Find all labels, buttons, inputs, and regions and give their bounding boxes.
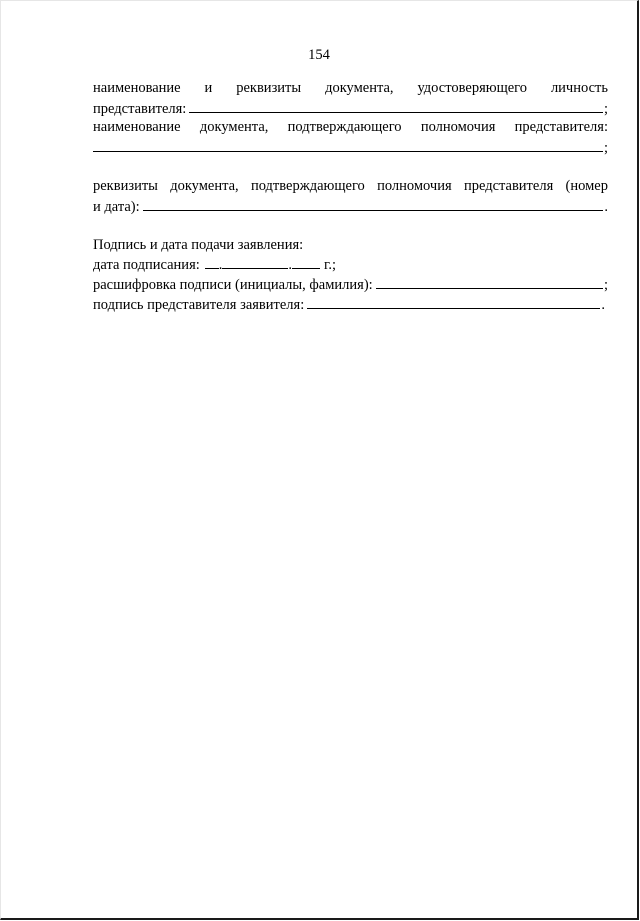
day-field[interactable] xyxy=(205,255,219,269)
heading-word: личность xyxy=(550,80,608,96)
heading-word: наименование xyxy=(93,80,181,96)
heading-word: документа, xyxy=(199,119,269,136)
heading-word: полномочия xyxy=(377,177,452,194)
date-separator: . xyxy=(288,257,293,274)
representative-id-doc-heading xyxy=(93,79,608,99)
form-body xyxy=(93,79,608,314)
signing-date-label: дата подписания: xyxy=(93,257,200,274)
heading-word: и xyxy=(204,80,213,96)
authority-doc-details-heading xyxy=(93,177,608,197)
number-date-label: и дата): xyxy=(93,198,140,215)
signature-decode-label: расшифровка подписи (инициалы, фамилия): xyxy=(93,276,373,293)
heading-word: документа, xyxy=(170,177,239,194)
heading-word: реквизиты xyxy=(236,80,302,96)
authority-doc-details-field[interactable] xyxy=(143,197,604,211)
heading-word: подтверждающего xyxy=(250,177,365,194)
line-end-punct: ; xyxy=(603,139,608,156)
date-separator: . xyxy=(218,257,223,274)
representative-signature-label: подпись представителя заявителя: xyxy=(93,296,305,313)
representative-signature-field[interactable] xyxy=(307,295,600,309)
year-field[interactable] xyxy=(292,255,320,269)
month-field[interactable] xyxy=(222,255,288,269)
heading-word: (номер xyxy=(565,177,608,194)
heading-word: подтверждающего xyxy=(287,119,402,136)
signature-decode-line xyxy=(93,275,608,295)
heading-word: реквизиты xyxy=(93,177,158,194)
page-number: 154 xyxy=(308,47,330,63)
authority-doc-heading xyxy=(93,118,608,138)
authority-doc-name-field[interactable] xyxy=(93,138,603,152)
representative-label: представителя: xyxy=(93,100,187,117)
heading-word: полномочия xyxy=(420,119,496,136)
representative-signature-line xyxy=(93,295,605,315)
heading-word: удостоверяющего xyxy=(417,80,528,96)
signature-heading-text: Подпись и дата подачи заявления: xyxy=(93,236,304,253)
signature-heading xyxy=(93,236,608,256)
year-suffix: г.; xyxy=(324,257,336,274)
signing-date-line xyxy=(93,255,608,275)
signature-decode-field[interactable] xyxy=(376,275,603,289)
authority-doc-details-line xyxy=(93,197,608,217)
representative-id-doc-line xyxy=(93,99,608,119)
line-end-punct: ; xyxy=(603,100,608,117)
heading-word: документа, xyxy=(325,80,394,96)
heading-word: наименование xyxy=(93,119,181,136)
line-end-punct: . xyxy=(604,198,608,215)
heading-word: представителя xyxy=(463,177,554,194)
line-end-punct: ; xyxy=(603,276,608,293)
authority-doc-name-line xyxy=(93,138,608,158)
representative-id-doc-field[interactable] xyxy=(189,99,603,113)
line-end-punct: . xyxy=(601,296,605,313)
heading-word: представителя: xyxy=(514,119,608,136)
